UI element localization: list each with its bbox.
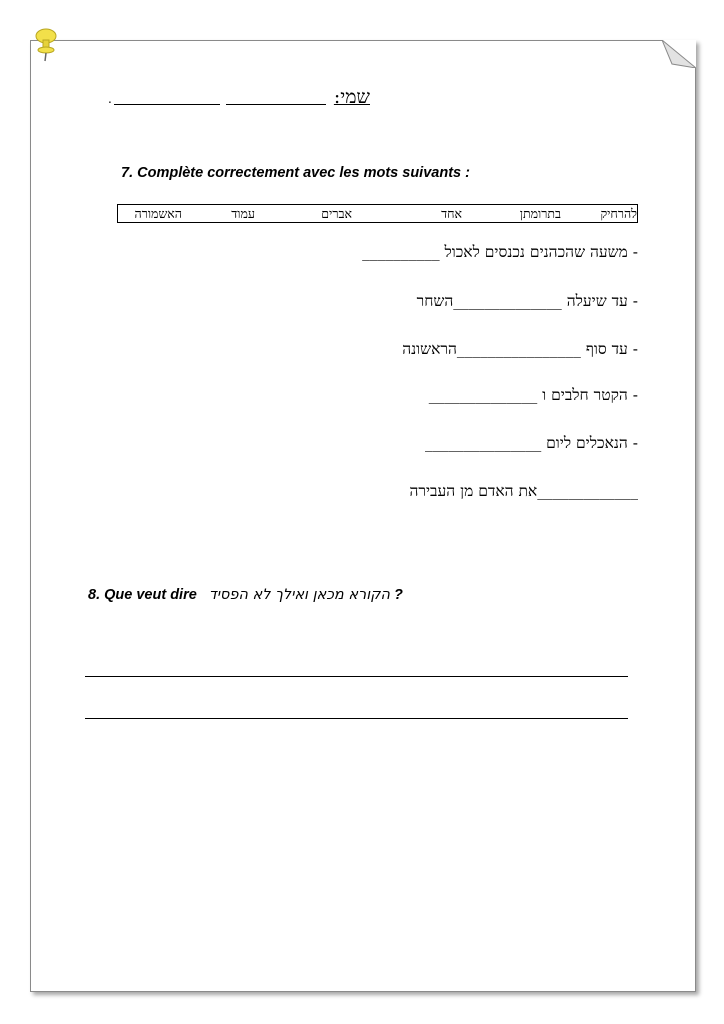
- exercise-8-prefix: 8. Que veut dire: [88, 587, 197, 603]
- answer-line-1[interactable]: [85, 676, 628, 677]
- push-pin-icon: [32, 28, 62, 62]
- name-label: שמי:: [333, 86, 370, 108]
- exercise-8-phrase: הקורא מכאן ואילך לא הפסיד: [208, 587, 390, 603]
- word-bank-item: עמוד: [231, 206, 255, 221]
- word-bank-item: בתרומתן: [519, 206, 561, 221]
- word-bank-item: להרחיק: [600, 206, 637, 221]
- word-bank-item: אברים: [321, 206, 352, 221]
- worksheet-page: [30, 40, 696, 992]
- sentence-1[interactable]: - משעה שהכהנים נכנסים לאכול __________: [362, 243, 638, 261]
- sentence-5[interactable]: - הנאכלים ליום _______________: [424, 434, 638, 452]
- sentence-2[interactable]: - עד שיעלה ______________השחר: [416, 292, 638, 310]
- sentence-6[interactable]: _____________את האדם מן העבירה: [409, 482, 638, 500]
- exercise-8-question: [88, 587, 403, 603]
- name-dot: .: [108, 92, 112, 106]
- sentence-3[interactable]: - עד סוף ________________הראשונה: [402, 340, 638, 358]
- word-bank-item: אחד: [441, 206, 462, 221]
- exercise-7-title: 7. Complète correctement avec les mots suivants :: [121, 165, 470, 181]
- sentence-4[interactable]: - הקטר חלבים ו ______________: [428, 386, 638, 404]
- name-field-row: [108, 86, 370, 112]
- name-blank-line-1[interactable]: [226, 104, 326, 105]
- page-curl-icon: [662, 40, 696, 68]
- word-bank: [117, 204, 638, 223]
- name-blank-line-2[interactable]: [114, 104, 220, 105]
- word-bank-item: האשמורה: [134, 206, 182, 221]
- exercise-8-suffix: ?: [394, 587, 403, 603]
- answer-line-2[interactable]: [85, 718, 628, 719]
